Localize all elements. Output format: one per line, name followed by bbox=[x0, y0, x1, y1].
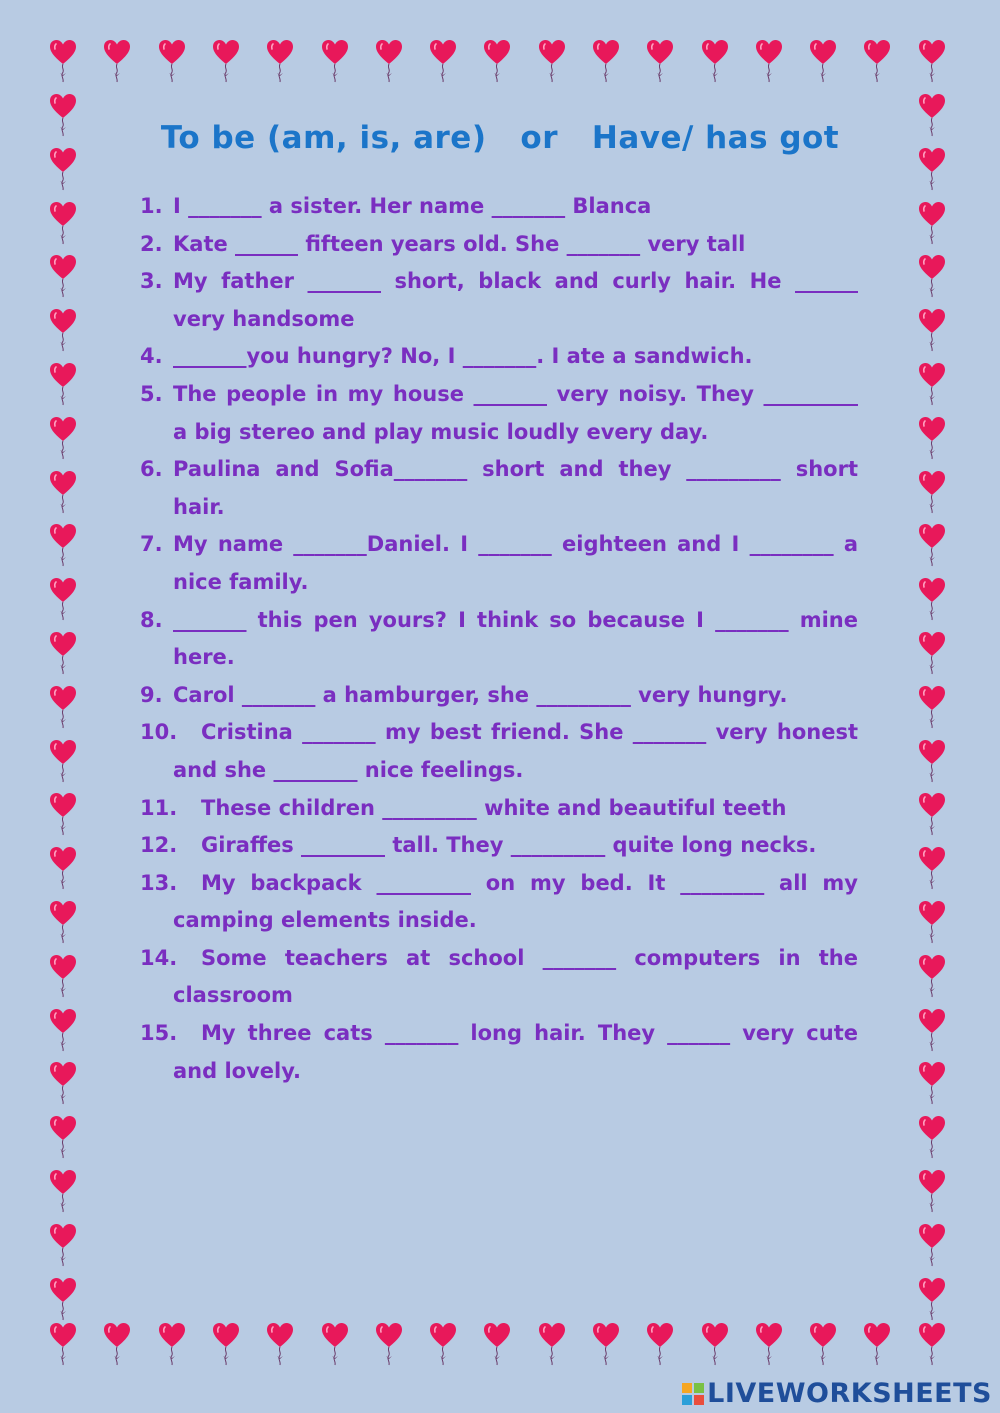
title-part-to-be: To be (am, is, are) bbox=[160, 120, 487, 156]
exercise-text: Some teachers at school _______ computers in the classroom bbox=[173, 945, 858, 1008]
heart-balloon-icon bbox=[484, 40, 510, 84]
heart-balloon-icon bbox=[50, 955, 76, 999]
exercise-item bbox=[140, 226, 858, 264]
heart-balloon-icon bbox=[50, 309, 76, 353]
exercise-number: 15. bbox=[140, 1021, 178, 1046]
exercise-number: 8. bbox=[140, 607, 163, 632]
heart-balloon-icon bbox=[104, 1323, 130, 1367]
title-part-have-got: Have/ has got bbox=[591, 120, 840, 156]
heart-balloon-icon bbox=[50, 1278, 76, 1322]
exercise-text: The people in my house _______ very noisy. They _________ a big stereo and play music loudly every day. bbox=[173, 381, 858, 444]
exercise-item bbox=[140, 714, 858, 789]
heart-balloon-icon bbox=[919, 955, 945, 999]
heart-balloon-icon bbox=[539, 40, 565, 84]
exercise-item bbox=[140, 827, 858, 865]
heart-balloon-icon bbox=[267, 1323, 293, 1367]
exercise-text: These children _________ white and beautiful teeth bbox=[201, 795, 787, 820]
heart-balloon-icon bbox=[50, 255, 76, 299]
heart-balloon-icon bbox=[430, 40, 456, 84]
heart-balloon-icon bbox=[919, 471, 945, 515]
exercise-number: 11. bbox=[140, 795, 178, 820]
exercise-number: 10. bbox=[140, 720, 178, 745]
exercise-text: My three cats _______ long hair. They ______ very cute and lovely. bbox=[173, 1021, 858, 1083]
exercise-text: Carol _______ a hamburger, she _________ very hungry. bbox=[173, 682, 788, 707]
heart-balloon-icon bbox=[919, 363, 945, 407]
heart-balloon-icon bbox=[104, 40, 130, 84]
heart-balloon-icon bbox=[430, 1323, 456, 1367]
exercise-number: 4. bbox=[140, 344, 163, 369]
exercise-number: 2. bbox=[140, 231, 163, 256]
heart-balloon-icon bbox=[50, 793, 76, 837]
heart-balloon-icon bbox=[50, 740, 76, 784]
heart-balloon-icon bbox=[50, 1224, 76, 1268]
heart-balloon-icon bbox=[919, 1009, 945, 1053]
heart-balloon-icon bbox=[50, 1062, 76, 1106]
exercise-item bbox=[140, 865, 858, 940]
heart-balloon-icon bbox=[919, 740, 945, 784]
heart-balloon-icon bbox=[864, 1323, 890, 1367]
heart-balloon-icon bbox=[50, 202, 76, 246]
heart-balloon-icon bbox=[159, 40, 185, 84]
title-part-or: or bbox=[520, 120, 558, 156]
heart-balloon-icon bbox=[593, 1323, 619, 1367]
heart-balloon-icon bbox=[919, 901, 945, 945]
heart-balloon-icon bbox=[50, 686, 76, 730]
heart-balloon-icon bbox=[322, 1323, 348, 1367]
exercise-number: 6. bbox=[140, 457, 163, 482]
heart-balloon-icon bbox=[702, 1323, 728, 1367]
exercise-list bbox=[140, 188, 858, 1090]
exercise-number: 12. bbox=[140, 833, 178, 858]
exercise-number: 3. bbox=[140, 269, 163, 294]
exercise-text: _______you hungry? No, I _______. I ate a sandwich. bbox=[173, 344, 753, 369]
heart-balloon-icon bbox=[50, 524, 76, 568]
heart-balloon-icon bbox=[50, 1323, 76, 1367]
exercise-text: My name _______Daniel. I _______ eighteen and I ________ a nice family. bbox=[173, 532, 858, 594]
heart-balloon-icon bbox=[756, 40, 782, 84]
heart-balloon-icon bbox=[50, 40, 76, 84]
heart-balloon-icon bbox=[919, 632, 945, 676]
heart-balloon-icon bbox=[322, 40, 348, 84]
heart-balloon-icon bbox=[919, 524, 945, 568]
heart-balloon-icon bbox=[376, 40, 402, 84]
heart-balloon-icon bbox=[919, 686, 945, 730]
heart-balloon-icon bbox=[810, 40, 836, 84]
exercise-text: My father _______ short, black and curly hair. He ______ very handsome bbox=[173, 269, 858, 331]
worksheet-title bbox=[0, 120, 1000, 156]
exercise-number: 13. bbox=[140, 870, 178, 895]
heart-balloon-icon bbox=[50, 1116, 76, 1160]
exercise-item bbox=[140, 376, 858, 451]
exercise-item bbox=[140, 677, 858, 715]
heart-balloon-icon bbox=[539, 1323, 565, 1367]
heart-balloon-icon bbox=[919, 40, 945, 84]
exercise-number: 9. bbox=[140, 682, 163, 707]
exercise-item bbox=[140, 338, 858, 376]
heart-balloon-icon bbox=[756, 1323, 782, 1367]
heart-balloon-icon bbox=[213, 40, 239, 84]
heart-balloon-icon bbox=[864, 40, 890, 84]
heart-balloon-icon bbox=[50, 578, 76, 622]
heart-balloon-icon bbox=[376, 1323, 402, 1367]
heart-balloon-icon bbox=[50, 901, 76, 945]
exercise-text: Kate ______ fifteen years old. She _______ very tall bbox=[173, 231, 746, 256]
heart-balloon-icon bbox=[919, 1062, 945, 1106]
heart-balloon-icon bbox=[159, 1323, 185, 1367]
heart-balloon-icon bbox=[50, 1170, 76, 1214]
heart-balloon-icon bbox=[810, 1323, 836, 1367]
heart-balloon-icon bbox=[647, 1323, 673, 1367]
heart-balloon-icon bbox=[919, 1278, 945, 1322]
heart-balloon-icon bbox=[267, 40, 293, 84]
heart-balloon-icon bbox=[50, 847, 76, 891]
exercise-item bbox=[140, 1015, 858, 1090]
heart-balloon-icon bbox=[50, 632, 76, 676]
heart-balloon-icon bbox=[919, 1224, 945, 1268]
heart-balloon-icon bbox=[213, 1323, 239, 1367]
exercise-text: Paulina and Sofia_______ short and they _________ short hair. bbox=[173, 457, 858, 519]
exercise-number: 14. bbox=[140, 945, 178, 970]
heart-balloon-icon bbox=[484, 1323, 510, 1367]
heart-balloon-icon bbox=[919, 202, 945, 246]
heart-balloon-icon bbox=[919, 309, 945, 353]
exercise-number: 5. bbox=[140, 381, 163, 406]
heart-balloon-icon bbox=[702, 40, 728, 84]
brand-watermark bbox=[682, 1378, 992, 1409]
heart-balloon-icon bbox=[919, 578, 945, 622]
heart-balloon-icon bbox=[50, 471, 76, 515]
exercise-item bbox=[140, 602, 858, 677]
exercise-number: 7. bbox=[140, 532, 163, 557]
exercise-item bbox=[140, 790, 858, 828]
heart-balloon-icon bbox=[593, 40, 619, 84]
heart-balloon-icon bbox=[50, 363, 76, 407]
exercise-item bbox=[140, 263, 858, 338]
heart-balloon-icon bbox=[919, 847, 945, 891]
exercise-item bbox=[140, 451, 858, 526]
liveworksheets-logo-icon bbox=[682, 1383, 704, 1405]
exercise-item bbox=[140, 526, 858, 601]
exercise-text: _______ this pen yours? I think so because I _______ mine here. bbox=[173, 607, 858, 670]
exercise-text: Cristina _______ my best friend. She _______ very honest and she ________ nice feelings. bbox=[173, 720, 858, 782]
heart-balloon-icon bbox=[919, 1170, 945, 1214]
exercise-number: 1. bbox=[140, 194, 163, 218]
brand-text: LIVEWORKSHEETS bbox=[707, 1378, 992, 1409]
heart-balloon-icon bbox=[919, 1323, 945, 1367]
heart-balloon-icon bbox=[50, 1009, 76, 1053]
exercise-text: I _______ a sister. Her name _______ Blanca bbox=[173, 194, 652, 218]
heart-balloon-icon bbox=[919, 1116, 945, 1160]
heart-balloon-icon bbox=[919, 793, 945, 837]
heart-balloon-icon bbox=[919, 255, 945, 299]
exercise-item bbox=[140, 940, 858, 1015]
heart-balloon-icon bbox=[919, 417, 945, 461]
heart-balloon-icon bbox=[647, 40, 673, 84]
exercise-item bbox=[140, 188, 858, 226]
exercise-text: My backpack _________ on my bed. It ________ all my camping elements inside. bbox=[173, 870, 858, 933]
exercise-text: Giraffes ________ tall. They _________ quite long necks. bbox=[201, 833, 817, 858]
heart-balloon-icon bbox=[50, 417, 76, 461]
